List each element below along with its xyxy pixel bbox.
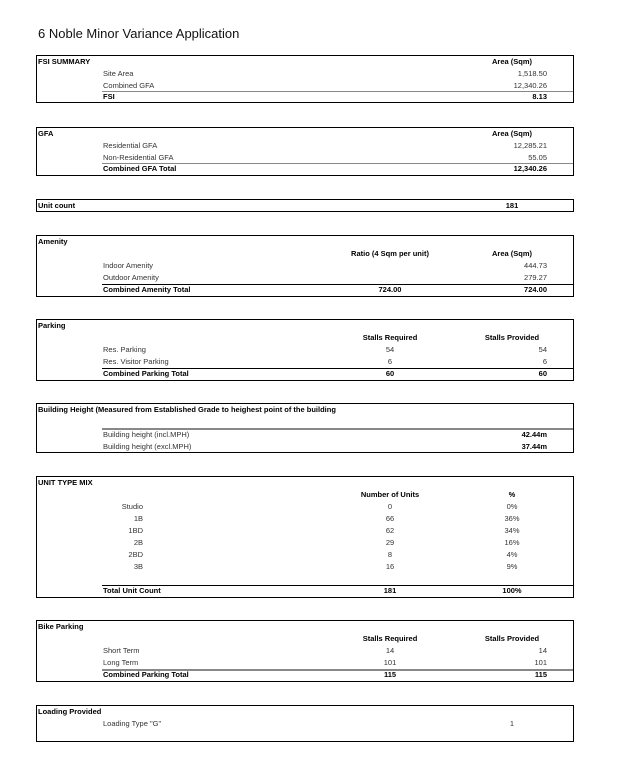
- unit-pct: 0%: [506, 502, 518, 511]
- building-height-table: [36, 403, 574, 453]
- table-row: [37, 356, 573, 368]
- table-row: [37, 140, 573, 152]
- row-label: Res. Visitor Parking: [103, 357, 169, 366]
- row-value: 279.27: [524, 273, 547, 282]
- row-label: Site Area: [103, 69, 134, 78]
- total-label: FSI: [103, 92, 115, 101]
- column-header: Ratio (4 Sqm per unit): [351, 249, 429, 258]
- row-label: Building height (incl.MPH): [103, 430, 190, 439]
- total-label: Combined Amenity Total: [103, 285, 191, 294]
- section-title: GFA: [38, 129, 54, 138]
- row-label: Non-Residential GFA: [103, 153, 174, 162]
- row-label: Building height (excl.MPH): [103, 442, 192, 451]
- total-units: 181: [383, 586, 397, 595]
- total-row: [37, 585, 573, 597]
- table-row: [37, 344, 573, 356]
- table-row: [37, 429, 573, 441]
- unit-count: 0: [387, 502, 393, 511]
- total-ratio: 724.00: [378, 285, 402, 294]
- total-row: [37, 163, 573, 175]
- total-value: 8.13: [532, 92, 547, 101]
- total-label: Combined Parking Total: [103, 369, 189, 378]
- row-value: 12,285.21: [513, 141, 547, 150]
- unit-type: 3B: [133, 562, 143, 571]
- row-required: 14: [385, 646, 395, 655]
- table-row: [37, 657, 573, 669]
- bike-parking-table: [36, 620, 574, 682]
- row-label: Loading Type "G": [103, 719, 162, 728]
- section-title: Amenity: [38, 237, 68, 246]
- fsi-summary-table: [36, 55, 574, 103]
- row-value: 37.44m: [521, 442, 547, 451]
- row-provided: 54: [538, 345, 547, 354]
- section-title: Parking: [38, 321, 66, 330]
- total-row: [37, 91, 573, 103]
- unit-pct: 4%: [506, 550, 518, 559]
- row-label: Indoor Amenity: [103, 261, 154, 270]
- row-label: Res. Parking: [103, 345, 146, 354]
- unit-count: 29: [385, 538, 395, 547]
- table-row: [37, 549, 573, 561]
- unit-type: 2B: [133, 538, 143, 547]
- column-header: Stalls Provided: [484, 333, 540, 342]
- gfa-table: [36, 127, 574, 176]
- row-value: 55.05: [528, 153, 547, 162]
- table-row: [37, 561, 573, 573]
- row-required: 54: [385, 345, 395, 354]
- total-provided: 60: [538, 369, 547, 378]
- row-label: Long Term: [103, 658, 139, 667]
- unit-type-mix-table: [36, 476, 574, 598]
- table-row: [37, 272, 573, 284]
- column-header: Area (Sqm): [491, 57, 532, 66]
- total-label: Combined Parking Total: [103, 670, 189, 679]
- total-required: 60: [385, 369, 395, 378]
- unit-pct: 34%: [504, 526, 520, 535]
- total-required: 115: [383, 670, 397, 679]
- column-header: Area (Sqm): [491, 129, 532, 138]
- table-row: [37, 718, 573, 730]
- unit-count-value: 181: [505, 201, 519, 210]
- row-value: 1: [509, 719, 515, 728]
- table-row: [37, 513, 573, 525]
- unit-pct: 16%: [504, 538, 520, 547]
- unit-type: 1BD: [128, 526, 143, 535]
- section-title: Loading Provided: [38, 707, 102, 716]
- row-provided: 101: [534, 658, 547, 667]
- unit-type: 1B: [133, 514, 143, 523]
- column-header: Number of Units: [360, 490, 420, 499]
- row-value: 1,518.50: [517, 69, 547, 78]
- section-title: Building Height (Measured from Established Grade to heighest point of the building: [38, 405, 336, 414]
- section-title: Bike Parking: [38, 622, 84, 631]
- total-provided: 115: [534, 670, 547, 679]
- row-value: 42.44m: [521, 430, 547, 439]
- total-value: 724.00: [524, 285, 547, 294]
- amenity-table: [36, 235, 574, 297]
- row-required: 101: [383, 658, 397, 667]
- unit-count: 16: [385, 562, 395, 571]
- table-row: [37, 645, 573, 657]
- table-row: [37, 501, 573, 513]
- page-title: 6 Noble Minor Variance Application: [38, 26, 240, 41]
- unit-type: Studio: [121, 502, 143, 511]
- unit-type: 2BD: [128, 550, 143, 559]
- section-title: FSI SUMMARY: [38, 57, 91, 66]
- total-pct: 100%: [502, 586, 522, 595]
- row-value: 12,340.26: [513, 81, 547, 90]
- total-label: Total Unit Count: [103, 586, 161, 595]
- total-row: [37, 669, 573, 681]
- row-provided: 14: [538, 646, 547, 655]
- row-required: 6: [387, 357, 393, 366]
- total-value: 12,340.26: [513, 164, 547, 173]
- total-row: [37, 284, 573, 296]
- column-header: Stalls Required: [362, 634, 418, 643]
- unit-count: 8: [387, 550, 393, 559]
- loading-table: [36, 705, 574, 742]
- unit-count: 62: [385, 526, 395, 535]
- column-header: Stalls Required: [362, 333, 418, 342]
- row-label: Residential GFA: [103, 141, 158, 150]
- table-row: [37, 441, 573, 453]
- column-header: Stalls Provided: [484, 634, 540, 643]
- table-row: [37, 260, 573, 272]
- row-provided: 6: [542, 357, 547, 366]
- total-label: Combined GFA Total: [103, 164, 177, 173]
- unit-count: 66: [385, 514, 395, 523]
- unit-count-table: [36, 199, 574, 212]
- table-row: [37, 68, 573, 80]
- total-row: [37, 368, 573, 380]
- row-label: Short Term: [103, 646, 140, 655]
- section-title: Unit count: [38, 201, 76, 210]
- column-header: Area (Sqm): [491, 249, 532, 258]
- row-value: 444.73: [524, 261, 547, 270]
- unit-pct: 36%: [504, 514, 520, 523]
- parking-table: [36, 319, 574, 381]
- row-label: Combined GFA: [103, 81, 155, 90]
- unit-pct: 9%: [506, 562, 518, 571]
- table-row: [37, 537, 573, 549]
- table-row: [37, 525, 573, 537]
- row-label: Outdoor Amenity: [103, 273, 159, 282]
- section-title: UNIT TYPE MIX: [38, 478, 93, 487]
- column-header: %: [508, 490, 516, 499]
